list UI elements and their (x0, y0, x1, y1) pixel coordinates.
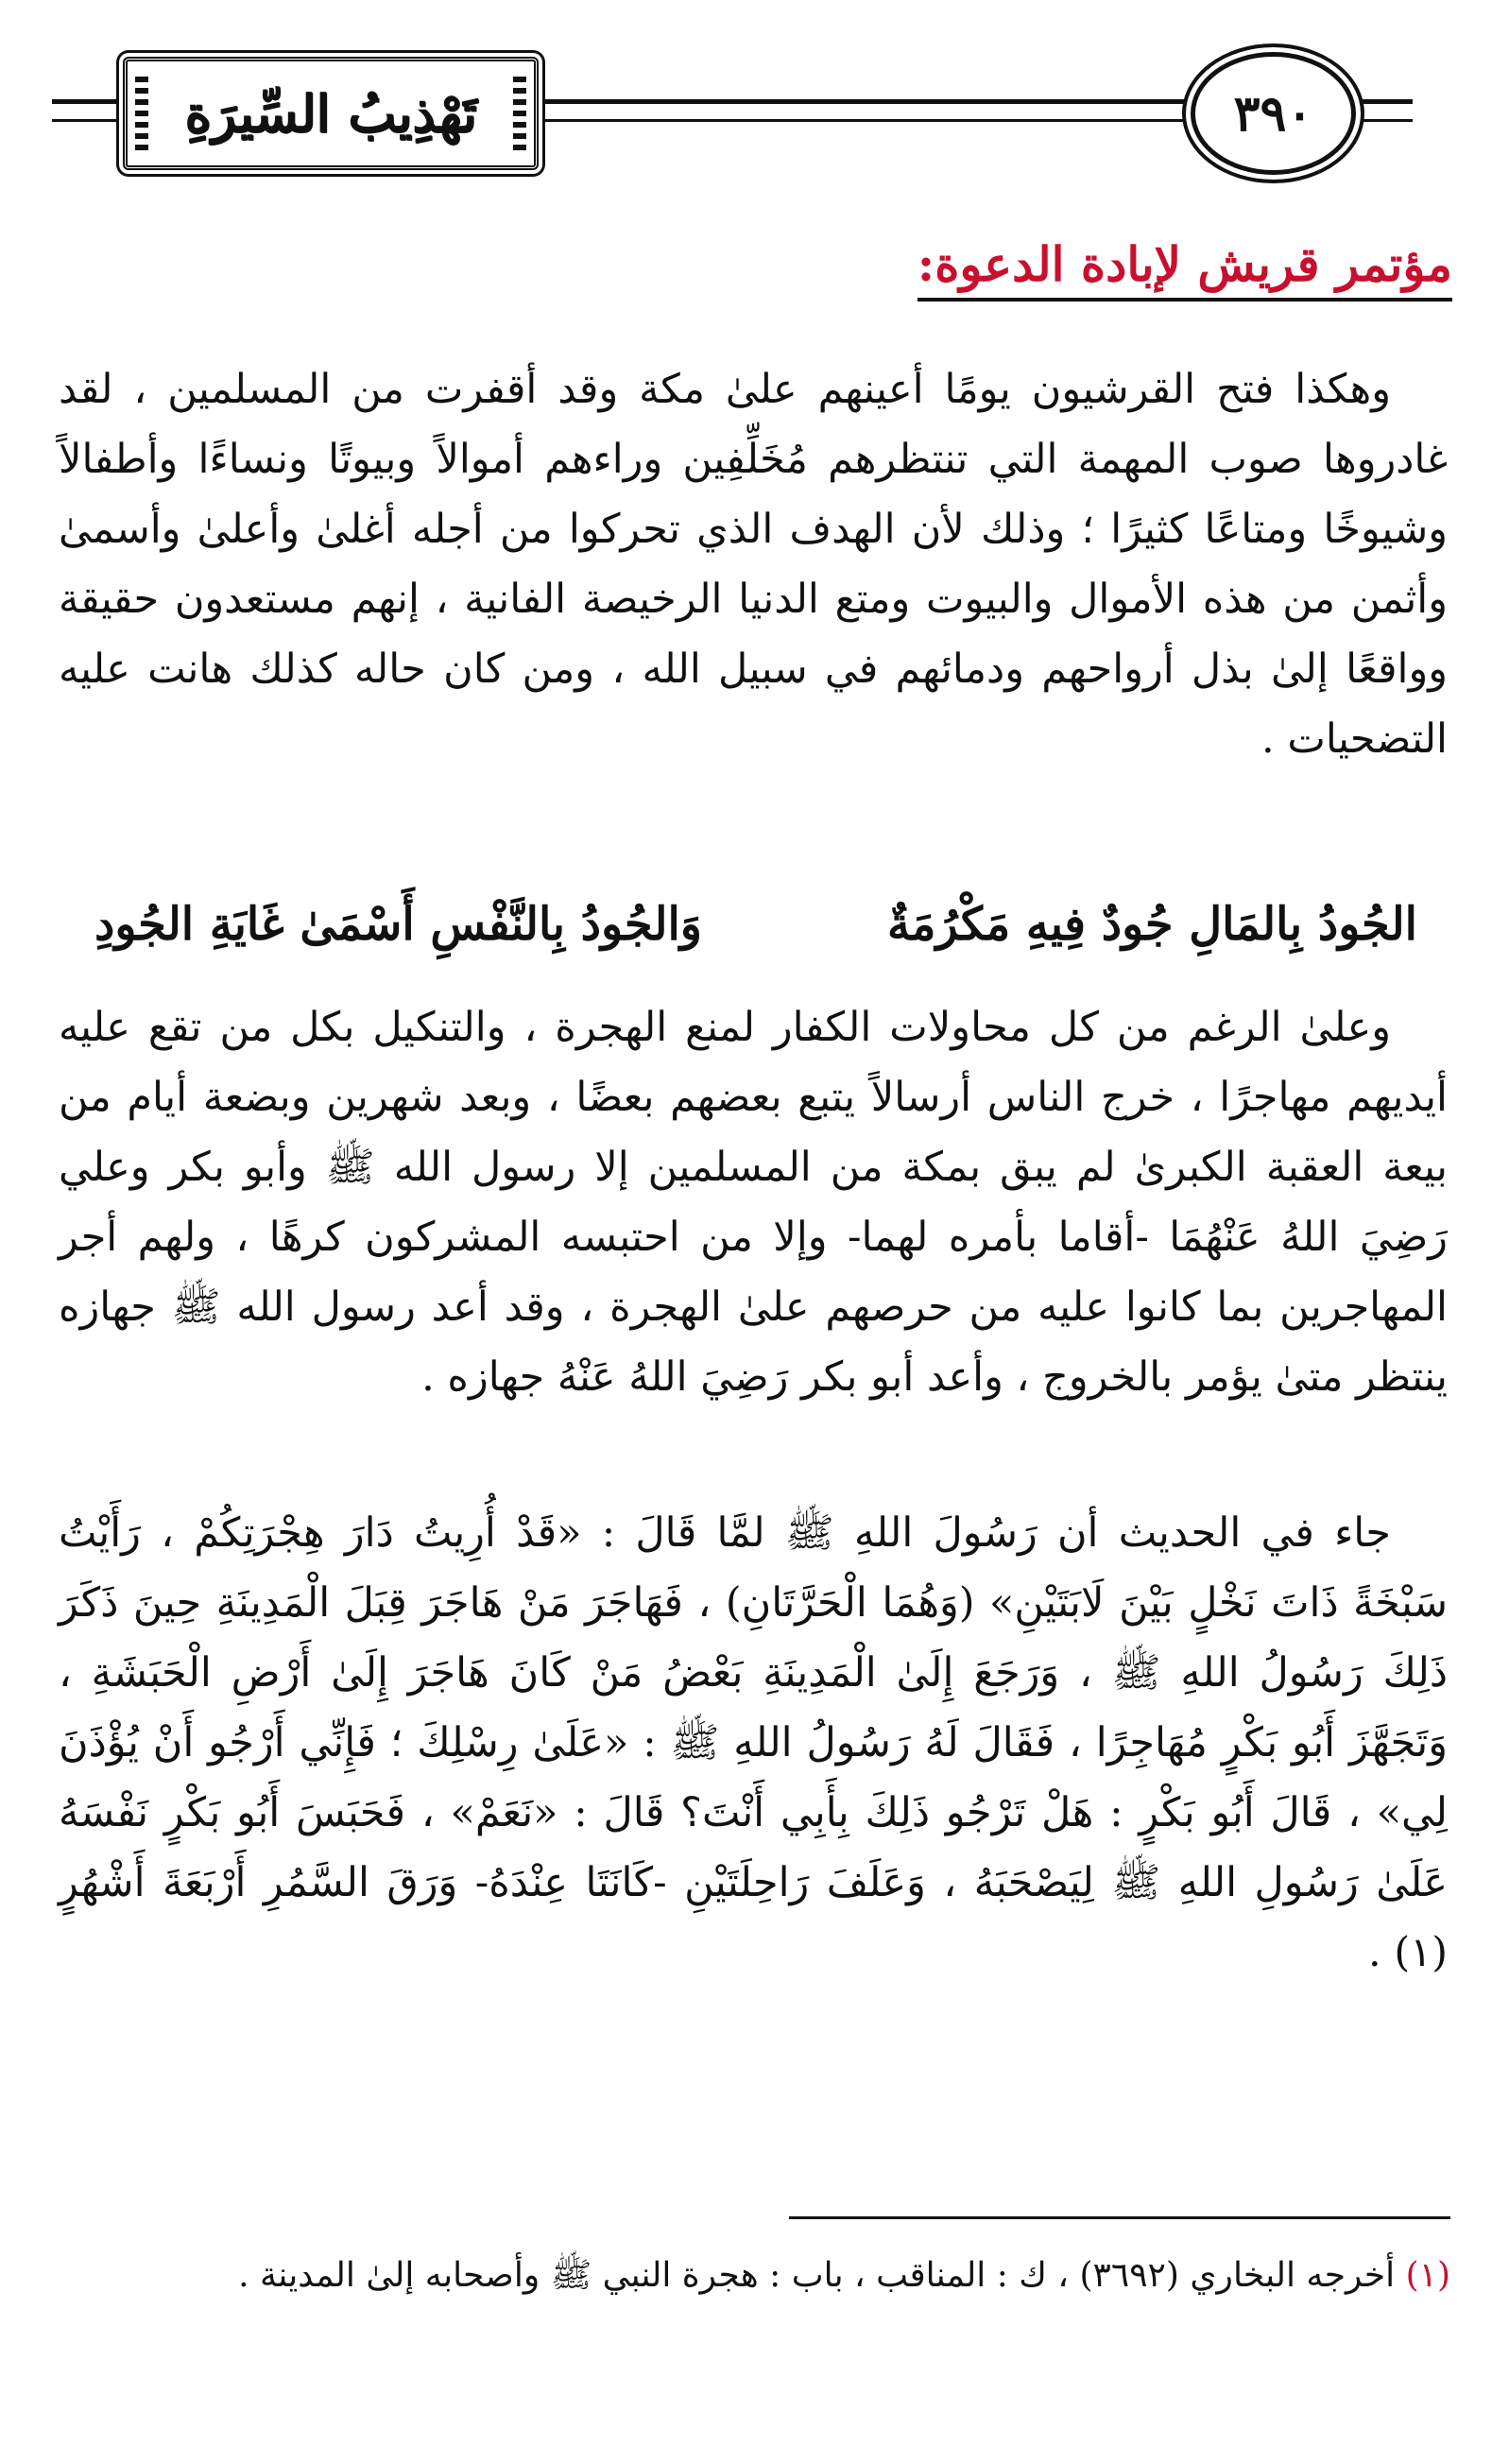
footnote-text: أخرجه البخاري (٣٦٩٢) ، ك : المناقب ، باب : هجرة النبي ﷺ وأصحابه إلىٰ المدينة . (238, 2256, 1396, 2295)
page-number: ٣٩٠ (1233, 84, 1313, 143)
poem-hemistich-right: الجُودُ بِالمَالِ جُودٌ فِيهِ مَكْرُمَةٌ (887, 898, 1417, 951)
book-title-frame (123, 57, 539, 170)
paragraph-migration: وعلىٰ الرغم من كل محاولات الكفار لمنع الهجرة ، والتنكيل بكل من تقع عليه أيديهم مهاجرًا ، خرج الناس أرسالاً يتبع بعضهم بعضًا ، وبعد شهرين وبضعة أيام من بيعة العقبة الكبرىٰ لم يبق بمكة من المسلمين إلا رسول الله ﷺ وأبو بكر وعلي رَضِيَ اللهُ عَنْهُمَا -أقاما بأمره لهما- وإلا من احتبسه المشركون كرهًا ، ولهم أجر المهاجرين بما كانوا عليه من حرصهم علىٰ الهجرة ، وقد أعد رسول الله ﷺ جهازه ينتظر متىٰ يؤمر بالخروج ، وأعد أبو بكر رَضِيَ اللهُ عَنْهُ جهازه . (59, 1004, 1448, 1401)
section-title: مؤتمر قريش لإبادة الدعوة: (917, 236, 1452, 302)
footnote (61, 2249, 1450, 2302)
footnote-divider (789, 2216, 1450, 2219)
paragraph-hadith: جاء في الحديث أن رَسُولَ اللهِ ﷺ لمَّا قَالَ : «قَدْ أُرِيتُ دَارَ هِجْرَتِكُمْ ، رَأَيْتُ سَبْخَةً ذَاتَ نَخْلٍ بَيْنَ لَابَتَيْنِ» (وَهُمَا الْحَرَّتَانِ) ، فَهَاجَرَ مَنْ هَاجَرَ قِبَلَ الْمَدِينَةِ حِينَ ذَكَرَ ذَلِكَ رَسُولُ اللهِ ﷺ ، وَرَجَعَ إِلَىٰ الْمَدِينَةِ بَعْضُ مَنْ كَانَ هَاجَرَ إِلَىٰ أَرْضِ الْحَبَشَةِ ، وَتَجَهَّزَ أَبُو بَكْرٍ مُهَاجِرًا ، فَقَالَ لَهُ رَسُولُ اللهِ ﷺ : «عَلَىٰ رِسْلِكَ ؛ فَإِنِّي أَرْجُو أَنْ يُؤْذَنَ لِي» ، قَالَ أَبُو بَكْرٍ : هَلْ تَرْجُو ذَلِكَ بِأَبِي أَنْتَ؟ قَالَ : «نَعَمْ» ، فَحَبَسَ أَبُو بَكْرٍ نَفْسَهُ عَلَىٰ رَسُولِ اللهِ ﷺ لِيَصْحَبَهُ ، وَعَلَفَ رَاحِلَتَيْنِ -كَانَتَا عِنْدَهُ- وَرَقَ السَّمُرِ أَرْبَعَةَ أَشْهُرٍ (١) . (59, 1509, 1448, 1976)
page-number-frame (1191, 52, 1356, 175)
page-header (52, 52, 1413, 175)
poem-hemistich-left: وَالجُودُ بِالنَّفْسِ أَسْمَىٰ غَايَةِ الجُودِ (94, 898, 702, 951)
book-title: تَهْذِيبُ السِّيرَةِ (184, 83, 477, 144)
poem-verse (94, 898, 1417, 951)
footnote-marker: (١) (1405, 2256, 1450, 2295)
paragraph-intro: وهكذا فتح القرشيون يومًا أعينهم علىٰ مكة وقد أقفرت من المسلمين ، لقد غادروها صوب المهمة التي تنتظرهم مُخَلِّفِين وراءهم أموالاً وبيوتًا ونساءًا وأطفالاً وشيوخًا ومتاعًا كثيرًا ؛ وذلك لأن الهدف الذي تحركوا من أجله أغلىٰ وأعلىٰ وأسمىٰ وأثمن من هذه الأموال والبيوت ومتع الدنيا الرخيصة الفانية ، إنهم مستعدون حقيقة وواقعًا إلىٰ بذل أرواحهم ودمائهم في سبيل الله ، ومن كان حاله كذلك هانت عليه التضحيات . (59, 366, 1448, 763)
